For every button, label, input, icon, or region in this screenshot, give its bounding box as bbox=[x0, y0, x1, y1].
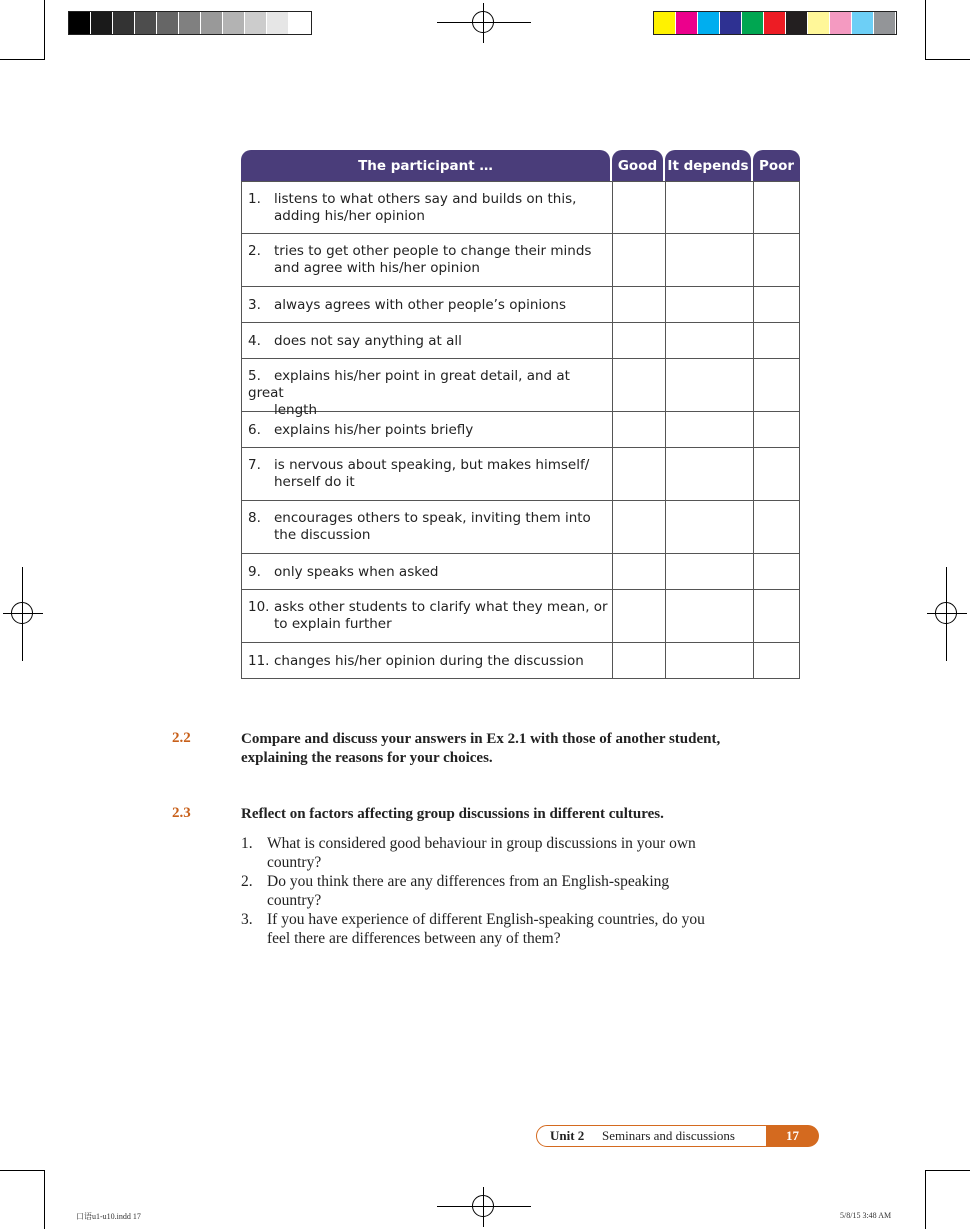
crop-mark bbox=[925, 0, 926, 60]
table-row bbox=[241, 234, 800, 287]
footer-section: Seminars and discussions bbox=[602, 1128, 735, 1143]
rating-cell bbox=[612, 412, 613, 447]
exercise-number: 2.3 bbox=[172, 805, 191, 821]
registration-mark bbox=[437, 1187, 531, 1227]
rating-cell bbox=[665, 590, 666, 642]
row-text: 11. changes his/her opinion during the discussion bbox=[248, 653, 584, 669]
table-row bbox=[241, 181, 800, 234]
color-swatch bbox=[267, 12, 289, 34]
color-swatch bbox=[69, 12, 91, 34]
rating-cell bbox=[612, 182, 613, 233]
table-row bbox=[241, 643, 800, 679]
rating-cell bbox=[665, 448, 666, 500]
rating-cell bbox=[612, 234, 613, 286]
color-swatch bbox=[223, 12, 245, 34]
row-text: 6. explains his/her points briefly bbox=[248, 422, 474, 438]
table-row bbox=[241, 501, 800, 554]
grayscale-color-bar bbox=[68, 11, 312, 35]
page-number: 17 bbox=[786, 1128, 799, 1143]
crop-mark bbox=[0, 1170, 45, 1171]
rating-cell bbox=[612, 501, 613, 553]
color-swatch bbox=[830, 12, 852, 34]
table-row bbox=[241, 554, 800, 590]
table-body bbox=[241, 181, 800, 679]
rating-cell bbox=[753, 287, 754, 322]
color-swatch bbox=[135, 12, 157, 34]
exercise-instruction: Reflect on factors affecting group discussions in different cultures. bbox=[241, 806, 664, 822]
rating-cell bbox=[753, 554, 754, 589]
color-swatch bbox=[179, 12, 201, 34]
color-swatch bbox=[245, 12, 267, 34]
list-item: 2. Do you think there are any differences from an English-speaking country? bbox=[241, 873, 670, 909]
registration-mark bbox=[3, 567, 43, 661]
rating-cell bbox=[612, 643, 613, 678]
crop-mark bbox=[44, 0, 45, 60]
color-swatch bbox=[808, 12, 830, 34]
page-footer bbox=[536, 1125, 819, 1149]
rating-cell bbox=[753, 412, 754, 447]
exercise-instruction: Compare and discuss your answers in Ex 2.1 with those of another student, explaining the reasons for your choices. bbox=[241, 731, 721, 766]
table-row bbox=[241, 448, 800, 501]
color-swatch bbox=[91, 12, 113, 34]
row-text: 3. always agrees with other people’s opinions bbox=[248, 297, 566, 313]
color-swatch bbox=[157, 12, 179, 34]
crop-mark bbox=[925, 59, 970, 60]
rating-cell bbox=[612, 323, 613, 358]
crop-mark bbox=[925, 1170, 926, 1229]
color-swatch bbox=[720, 12, 742, 34]
rating-cell bbox=[665, 359, 666, 411]
row-text: 1. listens to what others say and builds on this, adding his/her opinion bbox=[248, 191, 577, 224]
rating-cell bbox=[665, 234, 666, 286]
table-row bbox=[241, 323, 800, 359]
table-row bbox=[241, 412, 800, 448]
rating-cell bbox=[612, 287, 613, 322]
rating-cell bbox=[612, 448, 613, 500]
rating-cell bbox=[753, 182, 754, 233]
question-list bbox=[241, 834, 801, 948]
row-text: 7. is nervous about speaking, but makes himself/ herself do it bbox=[248, 457, 590, 490]
rating-cell bbox=[665, 554, 666, 589]
color-swatch bbox=[201, 12, 223, 34]
table-header bbox=[241, 150, 800, 181]
participant-checklist-table bbox=[241, 150, 800, 679]
rating-cell bbox=[753, 234, 754, 286]
color-swatch bbox=[676, 12, 698, 34]
row-text: 8. encourages others to speak, inviting them into the discussion bbox=[248, 510, 591, 543]
color-swatch bbox=[764, 12, 786, 34]
header-good: Good bbox=[612, 150, 663, 181]
list-item: 1. What is considered good behaviour in group discussions in your own country? bbox=[241, 835, 696, 871]
row-text: 9. only speaks when asked bbox=[248, 564, 439, 580]
rating-cell bbox=[612, 359, 613, 411]
header-participant: The participant … bbox=[241, 150, 610, 181]
list-item: 3. If you have experience of different English-speaking countries, do you feel there are differences between any of them? bbox=[241, 911, 705, 947]
registration-mark bbox=[927, 567, 967, 661]
table-row bbox=[241, 287, 800, 323]
rating-cell bbox=[665, 412, 666, 447]
process-color-bar bbox=[653, 11, 897, 35]
table-row bbox=[241, 359, 800, 418]
registration-mark bbox=[437, 3, 531, 43]
slug-filename: 口语u1-u10.indd 17 bbox=[76, 1212, 141, 1221]
crop-mark bbox=[44, 1170, 45, 1229]
slug-timestamp: 5/8/15 3:48 AM bbox=[840, 1211, 892, 1220]
rating-cell bbox=[665, 182, 666, 233]
rating-cell bbox=[612, 554, 613, 589]
rating-cell bbox=[665, 643, 666, 678]
rating-cell bbox=[612, 590, 613, 642]
color-swatch bbox=[874, 12, 896, 34]
rating-cell bbox=[753, 643, 754, 678]
color-swatch bbox=[289, 12, 311, 34]
row-text: 2. tries to get other people to change their minds and agree with his/her opinion bbox=[248, 243, 592, 276]
rating-cell bbox=[753, 448, 754, 500]
header-it-depends: It depends bbox=[665, 150, 751, 181]
header-poor: Poor bbox=[753, 150, 800, 181]
rating-cell bbox=[665, 323, 666, 358]
color-swatch bbox=[113, 12, 135, 34]
footer-unit: Unit 2 bbox=[550, 1128, 585, 1143]
row-text: 4. does not say anything at all bbox=[248, 333, 462, 349]
row-text: 10. asks other students to clarify what they mean, or to explain further bbox=[248, 599, 608, 632]
rating-cell bbox=[753, 359, 754, 411]
color-swatch bbox=[654, 12, 676, 34]
color-swatch bbox=[786, 12, 808, 34]
table-row bbox=[241, 590, 800, 643]
rating-cell bbox=[665, 501, 666, 553]
exercise-number: 2.2 bbox=[172, 730, 191, 746]
row-text: 5. explains his/her point in great detail, and at great length bbox=[248, 368, 570, 418]
crop-mark bbox=[925, 1170, 970, 1171]
rating-cell bbox=[753, 501, 754, 553]
color-swatch bbox=[698, 12, 720, 34]
rating-cell bbox=[665, 287, 666, 322]
color-swatch bbox=[742, 12, 764, 34]
rating-cell bbox=[753, 323, 754, 358]
rating-cell bbox=[753, 590, 754, 642]
crop-mark bbox=[0, 59, 45, 60]
color-swatch bbox=[852, 12, 874, 34]
